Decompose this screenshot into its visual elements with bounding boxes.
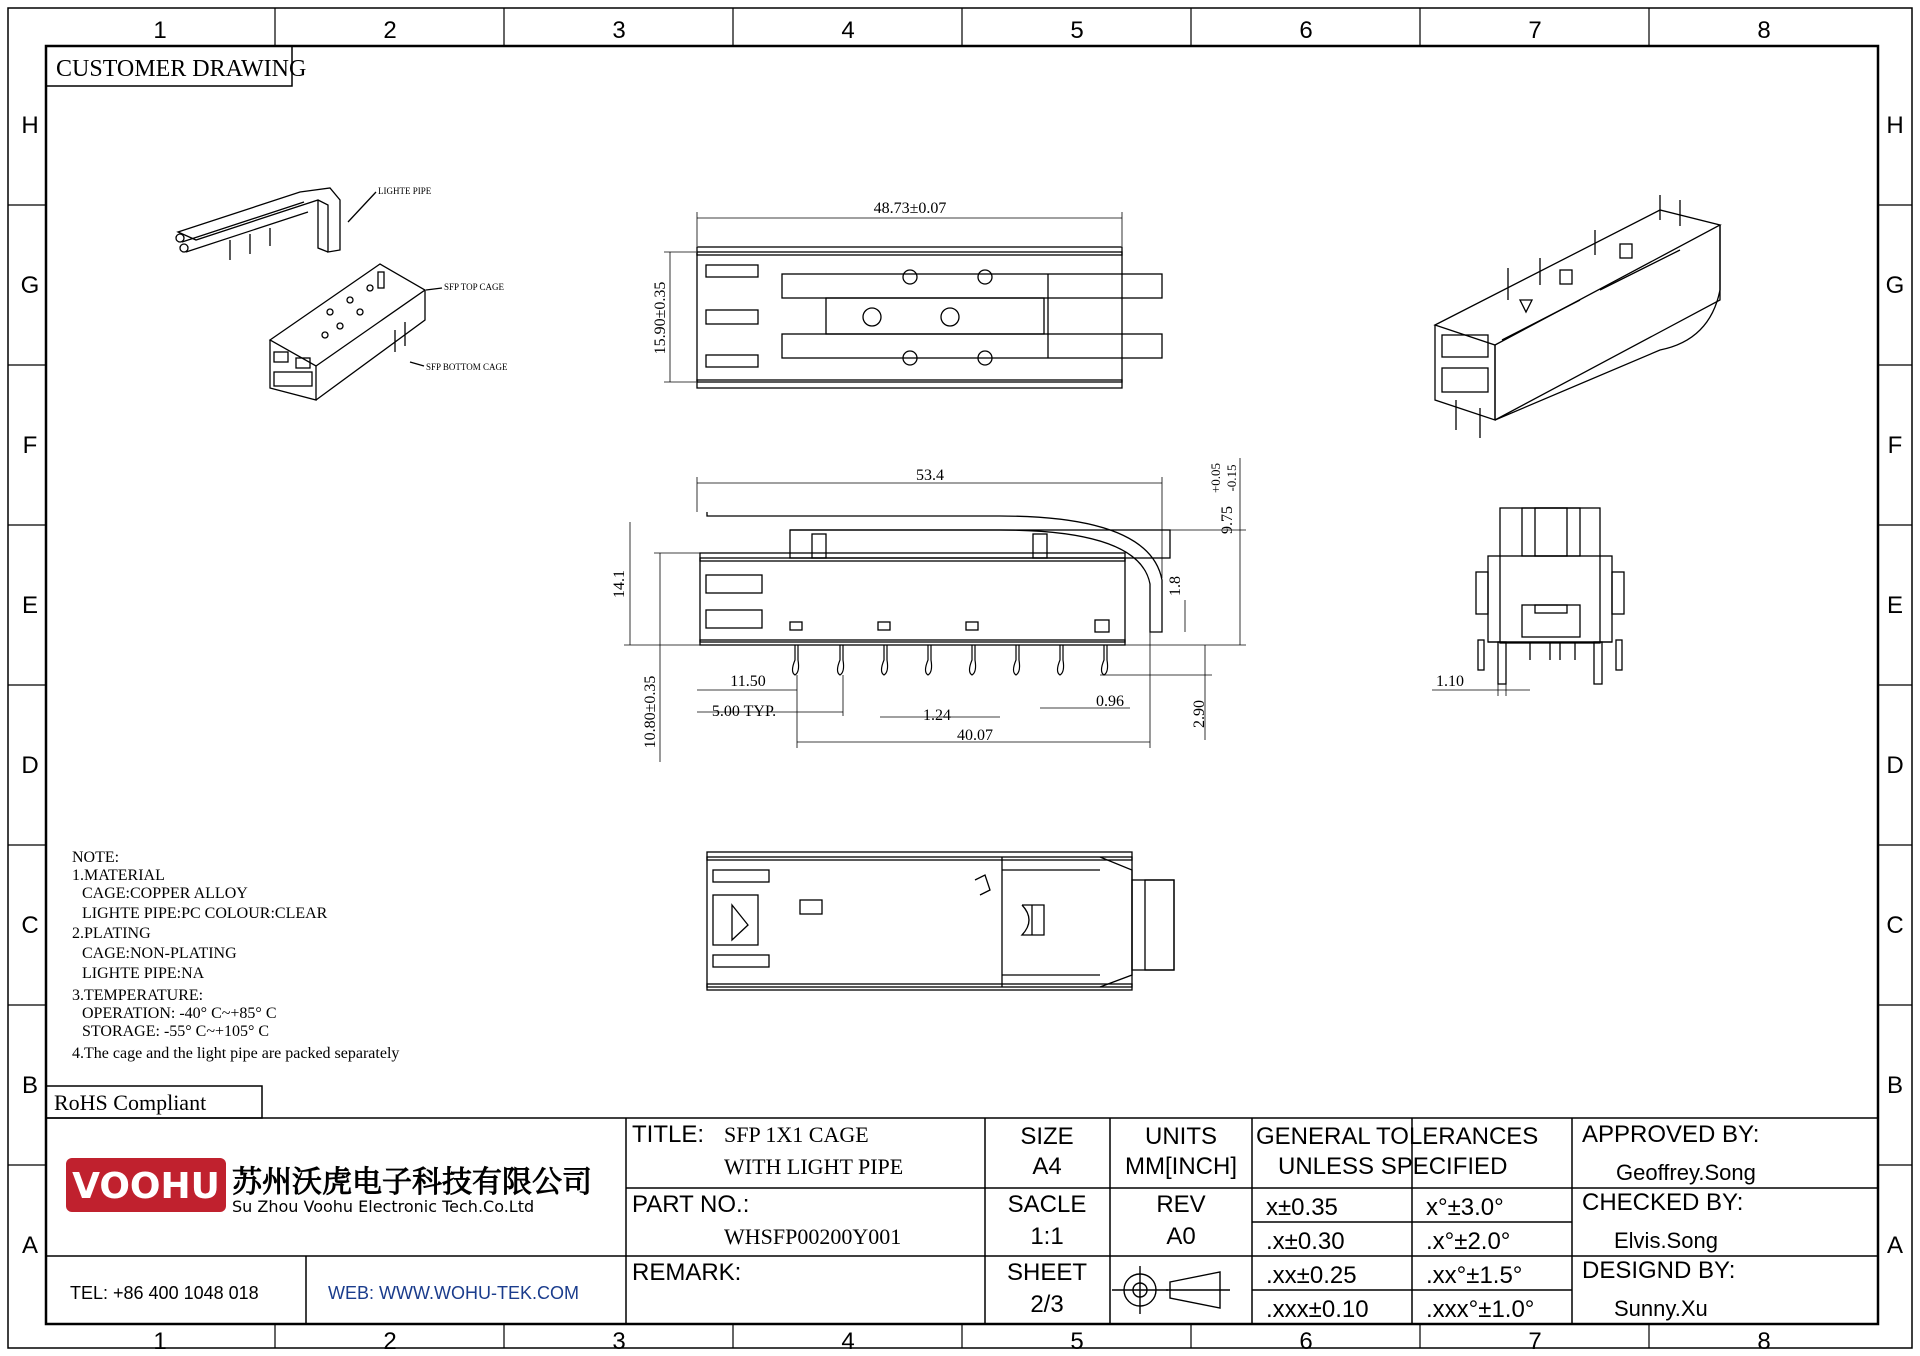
row-label: G (1885, 272, 1905, 299)
tolerance-angular: x°±3.0° (1426, 1194, 1504, 1221)
units-value: MM[INCH] (1125, 1153, 1237, 1180)
note-line: 2.PLATING (72, 925, 151, 942)
tolerance-linear: x±0.35 (1266, 1194, 1338, 1221)
row-label: A (1886, 1232, 1904, 1259)
checked-name: Elvis.Song (1614, 1228, 1718, 1253)
row-label: H (21, 112, 39, 139)
dim-pin-span: 40.07 (957, 727, 993, 744)
col-label: 2 (383, 1328, 397, 1355)
col-label: 6 (1299, 1328, 1313, 1355)
exploded-isometric-view (176, 188, 442, 400)
row-label: B (21, 1072, 39, 1099)
row-label: E (21, 592, 39, 619)
side-view-pins (793, 645, 1108, 675)
note-line: 1.MATERIAL (72, 867, 165, 884)
row-labels (21, 112, 1905, 1259)
note-line: OPERATION: -40° C~+85° C (82, 1005, 277, 1022)
note-line: NOTE: (72, 849, 120, 866)
col-label: 4 (841, 17, 855, 44)
dim-lp-height: 9.75 (1219, 506, 1236, 534)
col-label: 5 (1070, 1328, 1084, 1355)
approved-name: Geoffrey.Song (1616, 1160, 1756, 1185)
dim-lp-small: 1.8 (1167, 576, 1184, 596)
tolerance-angular: .xxx°±1.0° (1426, 1296, 1535, 1323)
col-label: 3 (612, 1328, 626, 1355)
row-label: C (21, 912, 39, 939)
rev-value: A0 (1166, 1223, 1196, 1250)
col-label: 6 (1299, 17, 1313, 44)
note-line: CAGE:NON-PLATING (82, 945, 237, 962)
scale-value: 1:1 (1030, 1223, 1064, 1250)
tolerance-linear: .xx±0.25 (1266, 1262, 1357, 1289)
title-line1: SFP 1X1 CAGE (724, 1122, 869, 1147)
company-name-en: Su Zhou Voohu Electronic Tech.Co.Ltd (232, 1197, 535, 1216)
units-rev (1125, 1123, 1237, 1250)
company-web[interactable]: WEB: WWW.WOHU-TEK.COM (328, 1283, 579, 1303)
top-view-dims (664, 212, 1122, 382)
dim-pin-small: 1.24 (923, 707, 951, 724)
col-label: 7 (1528, 1328, 1542, 1355)
dim-lp-tol-minus: -0.15 (1224, 464, 1239, 492)
dim-pin-len: 2.90 (1191, 700, 1208, 728)
dim-overall-length: 53.4 (916, 467, 944, 484)
row-label: F (22, 432, 38, 459)
size-value: A4 (1032, 1153, 1062, 1180)
row-label: B (1886, 1072, 1904, 1099)
row-label: C (1886, 912, 1904, 939)
row-label: F (1887, 432, 1903, 459)
tolerance-title2: UNLESS SPECIFIED (1278, 1153, 1508, 1180)
col-label: 8 (1757, 17, 1771, 44)
row-label: E (1886, 592, 1904, 619)
checked-label: CHECKED BY: (1582, 1189, 1744, 1216)
scale-label: SACLE (1007, 1191, 1087, 1218)
note-line: LIGHTE PIPE:PC COLOUR:CLEAR (82, 905, 328, 922)
row-label: G (20, 272, 40, 299)
dim-pin-width: 0.96 (1096, 693, 1124, 710)
col-label: 3 (612, 17, 626, 44)
title-label: TITLE: (632, 1121, 705, 1148)
col-label: 2 (383, 17, 397, 44)
page-title: CUSTOMER DRAWING (56, 56, 307, 82)
dim-top-width: 48.73±0.07 (873, 200, 947, 217)
dim-top-height: 15.90±0.35 (652, 281, 669, 355)
remark-label: REMARK: (632, 1259, 742, 1286)
dim-bottom-height: 10.80±0.35 (642, 675, 659, 749)
front-view (1476, 508, 1624, 684)
callout-light-pipe: LIGHTE PIPE (378, 186, 432, 196)
note-line: 3.TEMPERATURE: (72, 987, 204, 1004)
tolerance-linear: .x±0.30 (1266, 1228, 1345, 1255)
dim-side: 1.10 (1436, 673, 1464, 690)
size-label: SIZE (1020, 1123, 1074, 1150)
dim-pin-offset: 11.50 (730, 673, 766, 690)
dim-lp-tol-plus: +0.05 (1208, 462, 1223, 494)
dim-pitch: 5.00 TYP. (711, 703, 777, 720)
note-line: CAGE:COPPER ALLOY (82, 885, 248, 902)
side-view-dim-labels (611, 463, 1239, 748)
row-label: D (1886, 752, 1904, 779)
rohs-label: RoHS Compliant (54, 1090, 207, 1115)
approvals (1582, 1121, 1759, 1321)
isometric-assembled-view (1435, 195, 1720, 438)
designed-name: Sunny.Xu (1614, 1296, 1708, 1321)
col-label: 4 (841, 1328, 855, 1355)
size-scale-sheet (1007, 1123, 1087, 1318)
units-label: UNITS (1145, 1123, 1217, 1150)
col-label: 5 (1070, 17, 1084, 44)
row-label: H (1886, 112, 1904, 139)
note-line: STORAGE: -55° C~+105° C (82, 1023, 270, 1040)
col-label: 1 (153, 17, 167, 44)
notes-block (72, 849, 399, 1062)
tolerance-table (1266, 1194, 1534, 1323)
designed-label: DESIGND BY: (1582, 1257, 1736, 1284)
top-view (697, 247, 1162, 388)
rev-label: REV (1156, 1191, 1206, 1218)
side-view (700, 512, 1170, 645)
company-tel: TEL: +86 400 1048 018 (70, 1283, 259, 1303)
col-label: 7 (1528, 17, 1542, 44)
dim-height-total: 14.1 (611, 570, 628, 598)
sheet-value: 2/3 (1030, 1291, 1064, 1318)
exploded-callouts (378, 186, 508, 372)
tolerance-title1: GENERAL TOLERANCES (1256, 1123, 1539, 1150)
title-line2: WITH LIGHT PIPE (724, 1154, 904, 1179)
sheet-label: SHEET (1006, 1259, 1088, 1286)
row-label: A (21, 1232, 39, 1259)
tolerance-angular: .xx°±1.5° (1426, 1262, 1523, 1289)
tolerance-linear: .xxx±0.10 (1266, 1296, 1369, 1323)
col-label: 8 (1757, 1328, 1771, 1355)
row-label: D (21, 752, 39, 779)
tolerance-angular: .x°±2.0° (1426, 1228, 1511, 1255)
callout-bottom-cage: SFP BOTTOM CAGE (426, 362, 508, 372)
projection-symbol-icon (1112, 1266, 1230, 1314)
bottom-view (707, 852, 1174, 990)
logo-text: VOOHU (72, 1166, 220, 1207)
company-name-cn: 苏州沃虎电子科技有限公司 (232, 1165, 592, 1200)
col-label: 1 (153, 1328, 167, 1355)
title-block-grid (46, 1118, 1878, 1324)
note-line: LIGHTE PIPE:NA (82, 965, 205, 982)
part-label: PART NO.: (632, 1191, 750, 1218)
callout-top-cage: SFP TOP CAGE (444, 282, 505, 292)
note-line: 4.The cage and the light pipe are packed separately (72, 1045, 400, 1062)
part-number: WHSFP00200Y001 (724, 1224, 902, 1249)
approved-label: APPROVED BY: (1582, 1121, 1760, 1148)
